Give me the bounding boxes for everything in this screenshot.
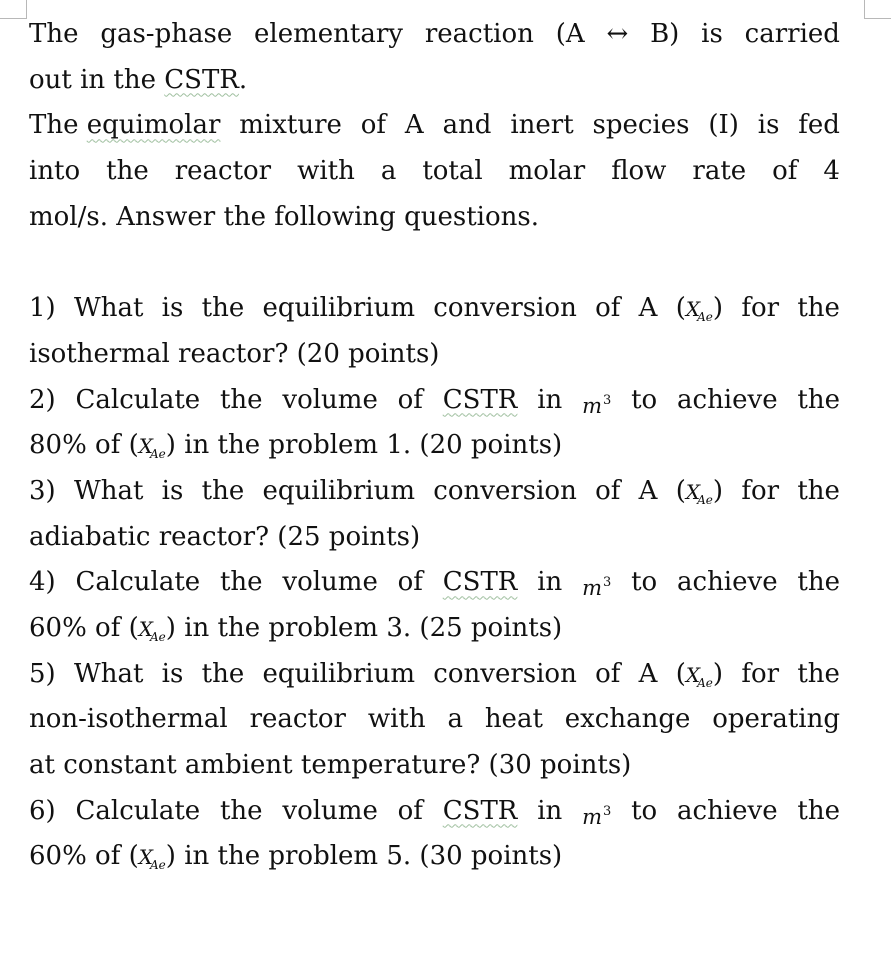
word: is [161, 658, 184, 689]
question-2-line-2 [29, 423, 840, 469]
word: and [442, 110, 492, 141]
word: achieve [677, 567, 778, 598]
question-number: 6) [29, 795, 56, 826]
cstr-term: CSTR [442, 567, 518, 598]
question-1-line-2: isothermal reactor? (20 points) [29, 338, 440, 369]
text: 60% of ( [29, 841, 139, 872]
cubic-meter-unit [582, 789, 611, 835]
word-group [29, 103, 220, 149]
text: ) in the problem 1. (20 points) [165, 430, 563, 461]
word: elementary [254, 19, 403, 49]
word: of [397, 384, 423, 415]
m-unit: m [582, 576, 602, 601]
word: the [201, 293, 245, 324]
word: What [73, 293, 144, 324]
equilibrium-conversion-symbol: $(X_{Ae})$ [675, 658, 724, 690]
text: The [29, 110, 87, 141]
word: the [106, 156, 149, 187]
word: into [29, 156, 81, 187]
word: the [797, 567, 840, 598]
question-5-line-1 [29, 652, 840, 698]
cube-exponent: 3 [602, 803, 612, 819]
word: non-isothermal [29, 704, 228, 735]
ae-subscript: Ae [697, 492, 713, 507]
word: the [219, 795, 263, 826]
word: species [592, 110, 690, 141]
word: in [537, 795, 563, 826]
word: total [422, 156, 483, 187]
word: the [797, 475, 840, 506]
word: the [201, 658, 245, 689]
ae-subscript: Ae [697, 675, 713, 690]
intro-line-1 [29, 12, 840, 58]
word: is [161, 475, 184, 506]
x-variable: X [685, 297, 702, 322]
word: fed [798, 110, 840, 141]
word: to [631, 384, 658, 415]
word: volume [282, 384, 378, 415]
word: the [797, 293, 840, 324]
cstr-term: CSTR [164, 64, 239, 95]
word: the [797, 384, 840, 415]
text: 60% of ( [29, 612, 139, 643]
word: to [631, 795, 658, 826]
ae-subscript: Ae [150, 858, 166, 873]
question-5-line-3: at constant ambient temperature? (30 points) [29, 750, 632, 780]
question-6-line-2 [29, 834, 840, 880]
word: with [367, 704, 426, 735]
equimolar-term: equimolar [86, 110, 221, 141]
word: The [29, 19, 79, 49]
word: the [219, 567, 263, 598]
question-4-line-1 [29, 560, 840, 606]
double-arrow-symbol: ↔ [606, 19, 629, 49]
word: of [360, 110, 387, 141]
m-unit: m [582, 393, 602, 418]
document-page [29, 12, 840, 880]
text: 80% of ( [29, 430, 139, 461]
question-4-line-2 [29, 606, 840, 652]
word: the [219, 384, 263, 415]
word: of [397, 795, 423, 826]
word: equilibrium [262, 658, 416, 689]
word: of [397, 567, 423, 598]
question-number: 1) [29, 293, 56, 324]
question-6-line-1 [29, 789, 840, 835]
word: equilibrium [262, 293, 416, 324]
ae-subscript: Ae [150, 447, 166, 462]
question-number: 4) [29, 567, 56, 598]
word: A [404, 110, 424, 141]
word: achieve [677, 795, 778, 826]
question-number: 5) [29, 658, 56, 689]
word: a [447, 704, 463, 735]
word: operating [712, 704, 840, 735]
page-corner-mark-left [0, 0, 27, 19]
word: the [797, 658, 840, 689]
x-variable: X [138, 434, 154, 459]
word: rate [692, 156, 747, 187]
word: B) [650, 19, 680, 49]
word: conversion [433, 475, 577, 506]
word: in [537, 567, 563, 598]
word: the [201, 475, 245, 506]
word: molar [508, 156, 586, 187]
ae-subscript: Ae [697, 310, 713, 325]
word: in [537, 384, 563, 415]
x-variable: X [685, 662, 702, 687]
question-3-line-2: adiabatic reactor? (25 points) [29, 521, 421, 552]
word: conversion [433, 658, 577, 689]
word: 4 [823, 156, 840, 187]
word: volume [282, 795, 378, 826]
word: of [595, 475, 621, 506]
cube-exponent: 3 [602, 575, 612, 591]
word: carried [744, 19, 840, 49]
x-variable: X [138, 616, 154, 641]
page-corner-mark-right [864, 0, 891, 19]
ae-subscript: Ae [150, 629, 166, 644]
word: conversion [433, 293, 577, 324]
word: of [595, 658, 621, 689]
question-3-line-1 [29, 469, 840, 515]
question-1-line-1 [29, 286, 840, 332]
word: equilibrium [262, 475, 416, 506]
word: A [638, 658, 658, 689]
question-number: 2) [29, 384, 56, 415]
word: is [757, 110, 780, 141]
word: What [73, 475, 144, 506]
cstr-term: CSTR [442, 795, 518, 826]
word: with [297, 156, 355, 187]
x-variable: X [685, 479, 702, 504]
word: Calculate [75, 795, 201, 826]
cubic-meter-unit [582, 378, 611, 424]
word: exchange [564, 704, 691, 735]
word: A [638, 293, 658, 324]
word: A [638, 475, 658, 506]
word: (I) [708, 110, 739, 141]
word: reactor [174, 156, 272, 187]
x-variable: X [138, 845, 154, 870]
word: What [73, 658, 144, 689]
equilibrium-conversion-symbol: $(X_{Ae})$ [675, 293, 724, 325]
cstr-term: CSTR [442, 384, 518, 415]
question-number: 3) [29, 475, 56, 506]
word: is [161, 293, 184, 324]
text: ) in the problem 3. (25 points) [165, 612, 563, 643]
equilibrium-conversion-symbol: $(X_{Ae})$ [675, 475, 724, 507]
word: Calculate [75, 384, 201, 415]
intro-line-4 [29, 149, 840, 195]
word: of [772, 156, 798, 187]
word: achieve [677, 384, 778, 415]
word: for [741, 293, 780, 324]
text: ) in the problem 5. (30 points) [165, 841, 563, 872]
text: . [238, 64, 248, 95]
word: for [741, 475, 780, 506]
word: gas-phase [100, 19, 233, 49]
text: out in the [29, 64, 165, 95]
question-2-line-1 [29, 378, 840, 424]
word: reactor [249, 704, 346, 735]
cubic-meter-unit [582, 560, 611, 606]
word: for [741, 658, 780, 689]
word: (A [555, 19, 585, 49]
word: flow [611, 156, 667, 187]
intro-line-3 [29, 103, 840, 149]
word: is [701, 19, 723, 49]
paragraph-spacer [29, 240, 840, 286]
word: reaction [424, 19, 534, 49]
word: volume [282, 567, 378, 598]
word: a [380, 156, 397, 187]
intro-line-5: mol/s. Answer the following questions. [29, 201, 539, 232]
word: mixture [239, 110, 342, 141]
word: Calculate [75, 567, 201, 598]
word: of [595, 293, 621, 324]
cube-exponent: 3 [602, 392, 612, 408]
word: heat [484, 704, 543, 735]
word: inert [510, 110, 574, 141]
question-5-line-2 [29, 697, 840, 743]
m-unit: m [582, 804, 602, 829]
intro-line-2 [29, 58, 840, 104]
word: the [797, 795, 840, 826]
word: to [631, 567, 658, 598]
